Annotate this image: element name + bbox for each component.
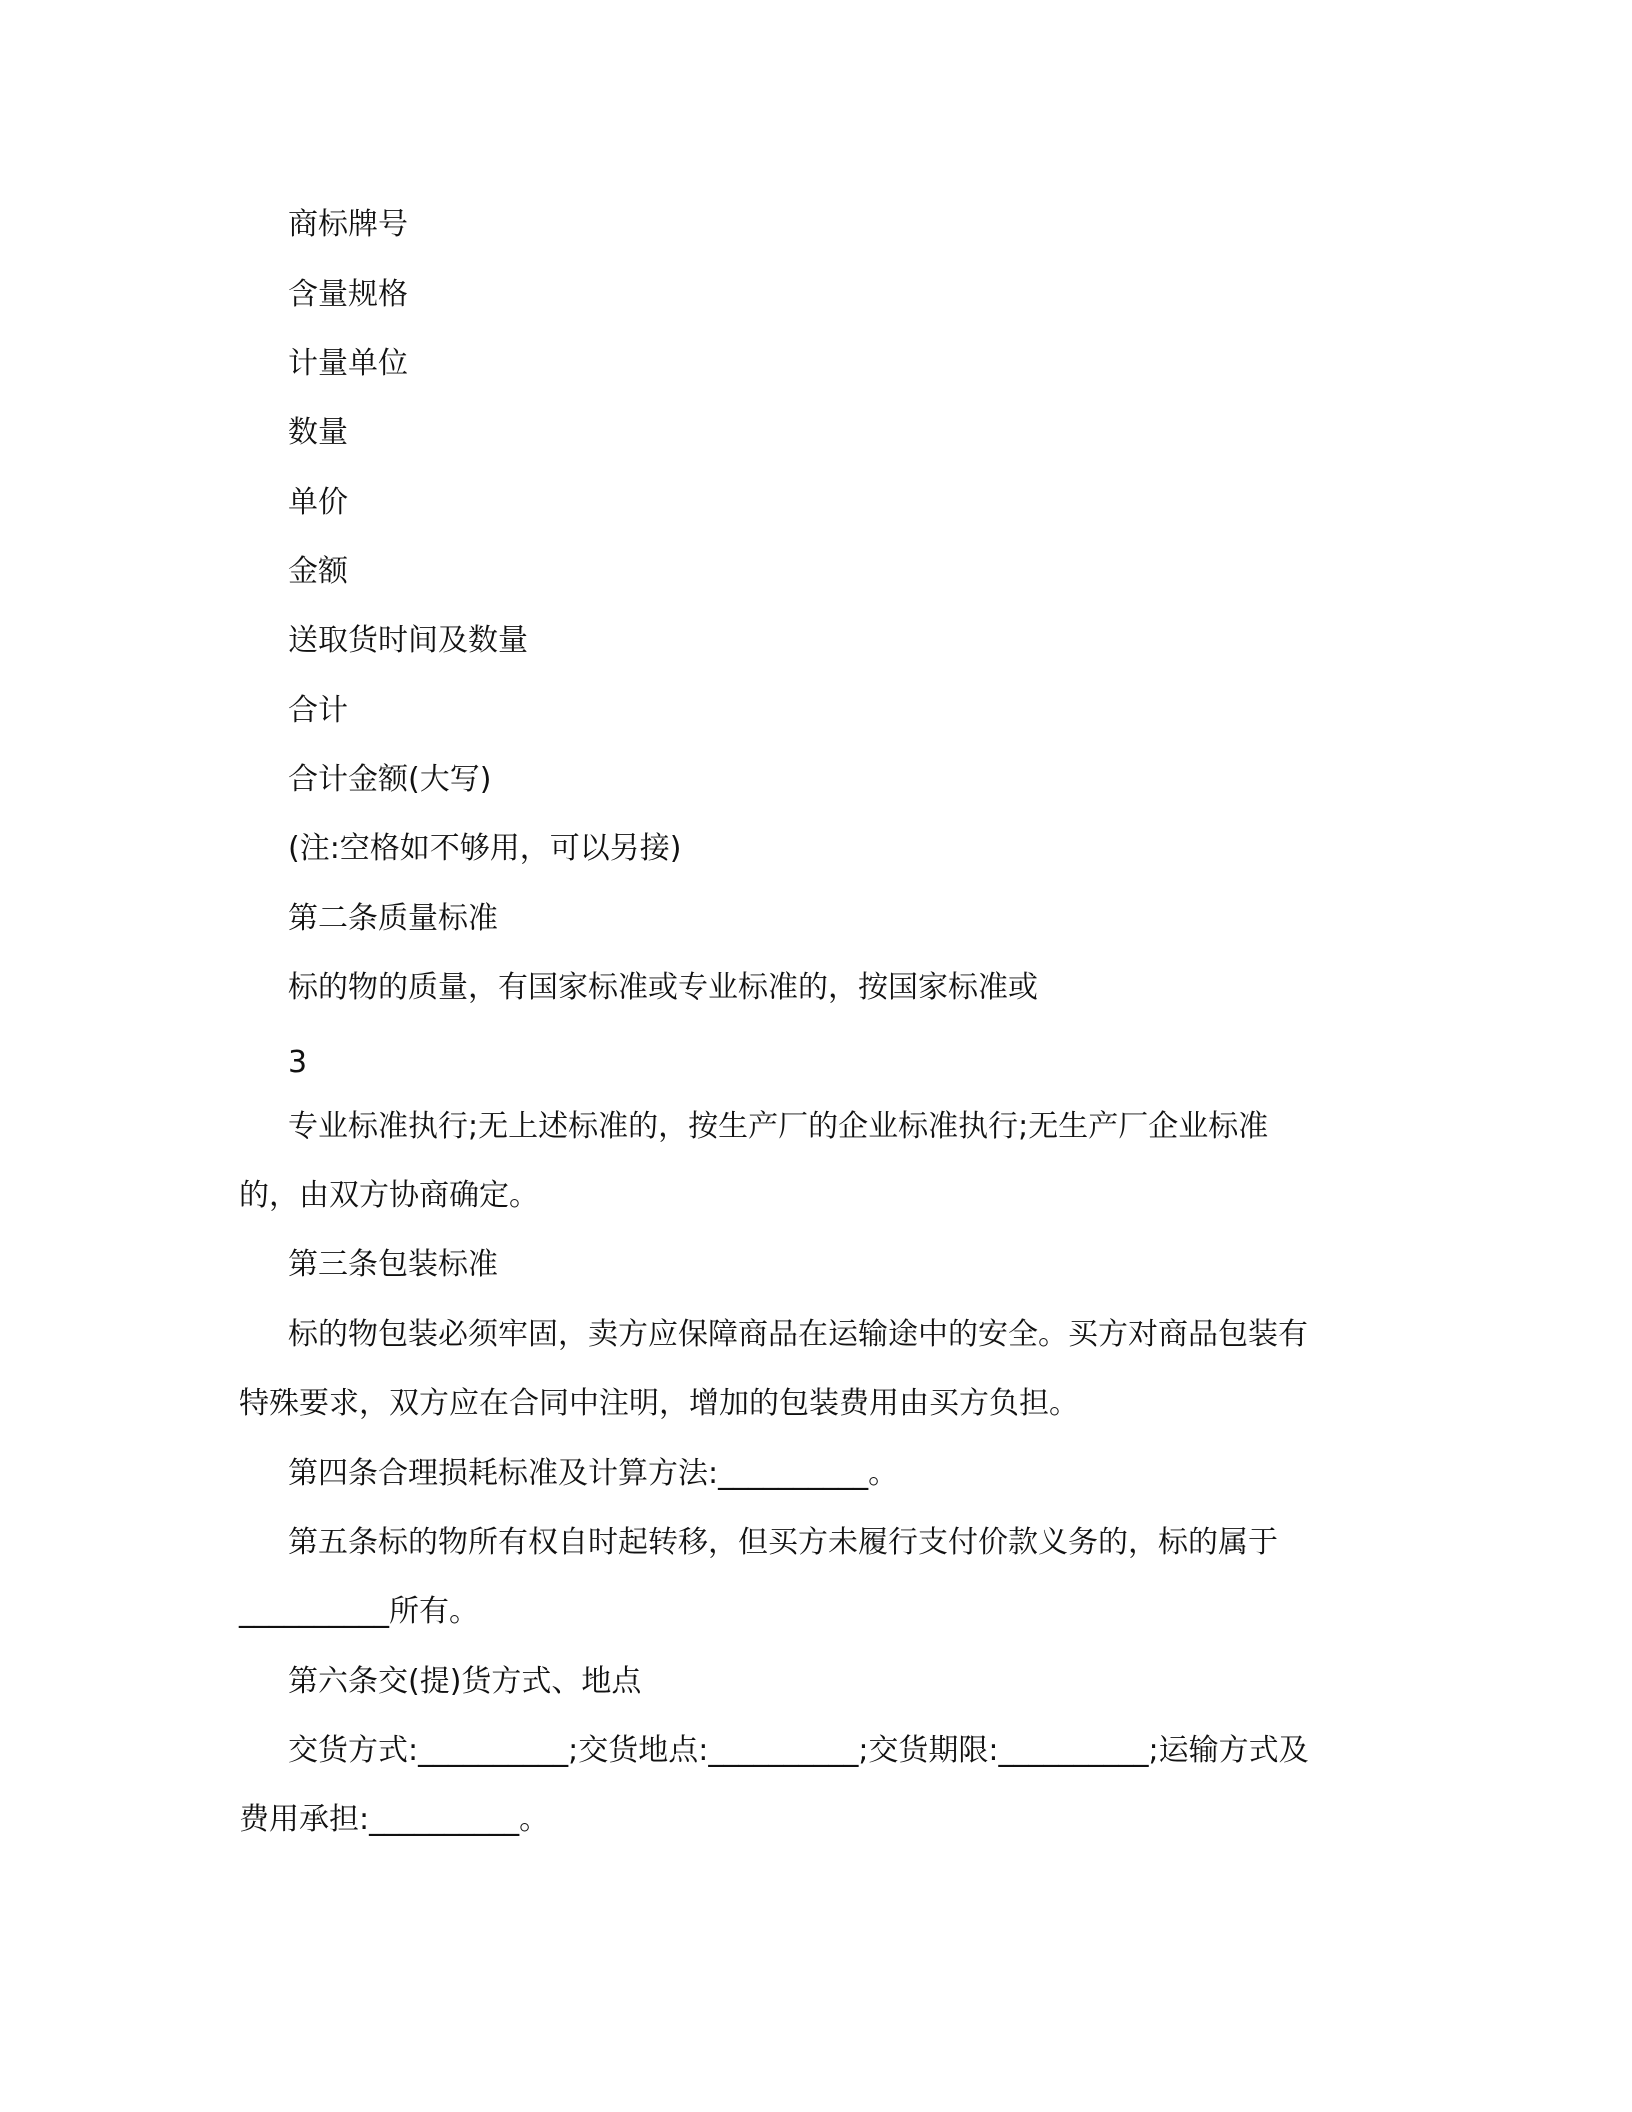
item-total-amount-words: 合计金额(大写) <box>288 762 492 797</box>
item-trademark: 商标牌号 <box>288 207 408 242</box>
article-6-text-1: 交货方式:__________;交货地点:__________;交货期限:__________;运输方式及 <box>288 1733 1309 1768</box>
article-6-heading: 第六条交(提)货方式、地点 <box>288 1664 642 1699</box>
article-2-text-3: 的，由双方协商确定。 <box>239 1178 539 1213</box>
article-2-text-2: 专业标准执行;无上述标准的，按生产厂的企业标准执行;无生产厂企业标准 <box>288 1109 1269 1144</box>
item-unit-price: 单价 <box>288 485 348 520</box>
item-quantity: 数量 <box>288 415 348 450</box>
page-number: 3 <box>288 1045 308 1080</box>
article-5-text-2: __________所有。 <box>239 1594 479 1629</box>
article-6-text-2: 费用承担:__________。 <box>239 1802 550 1837</box>
article-3-text-1: 标的物包装必须牢固，卖方应保障商品在运输途中的安全。买方对商品包装有 <box>288 1317 1308 1352</box>
note-line: (注:空格如不够用，可以另接) <box>288 831 682 866</box>
item-total: 合计 <box>288 693 348 728</box>
article-2-heading: 第二条质量标准 <box>288 901 498 936</box>
item-content-spec: 含量规格 <box>288 277 408 312</box>
article-4-text: 第四条合理损耗标准及计算方法:__________。 <box>288 1456 899 1491</box>
item-unit: 计量单位 <box>288 346 408 381</box>
article-2-text-1: 标的物的质量，有国家标准或专业标准的，按国家标准或 <box>288 970 1038 1005</box>
item-delivery-time: 送取货时间及数量 <box>288 623 528 658</box>
article-5-text-1: 第五条标的物所有权自时起转移，但买方未履行支付价款义务的，标的属于 <box>288 1525 1278 1560</box>
item-amount: 金额 <box>288 554 348 589</box>
article-3-heading: 第三条包装标准 <box>288 1247 498 1282</box>
article-3-text-2: 特殊要求，双方应在合同中注明，增加的包装费用由买方负担。 <box>239 1386 1079 1421</box>
